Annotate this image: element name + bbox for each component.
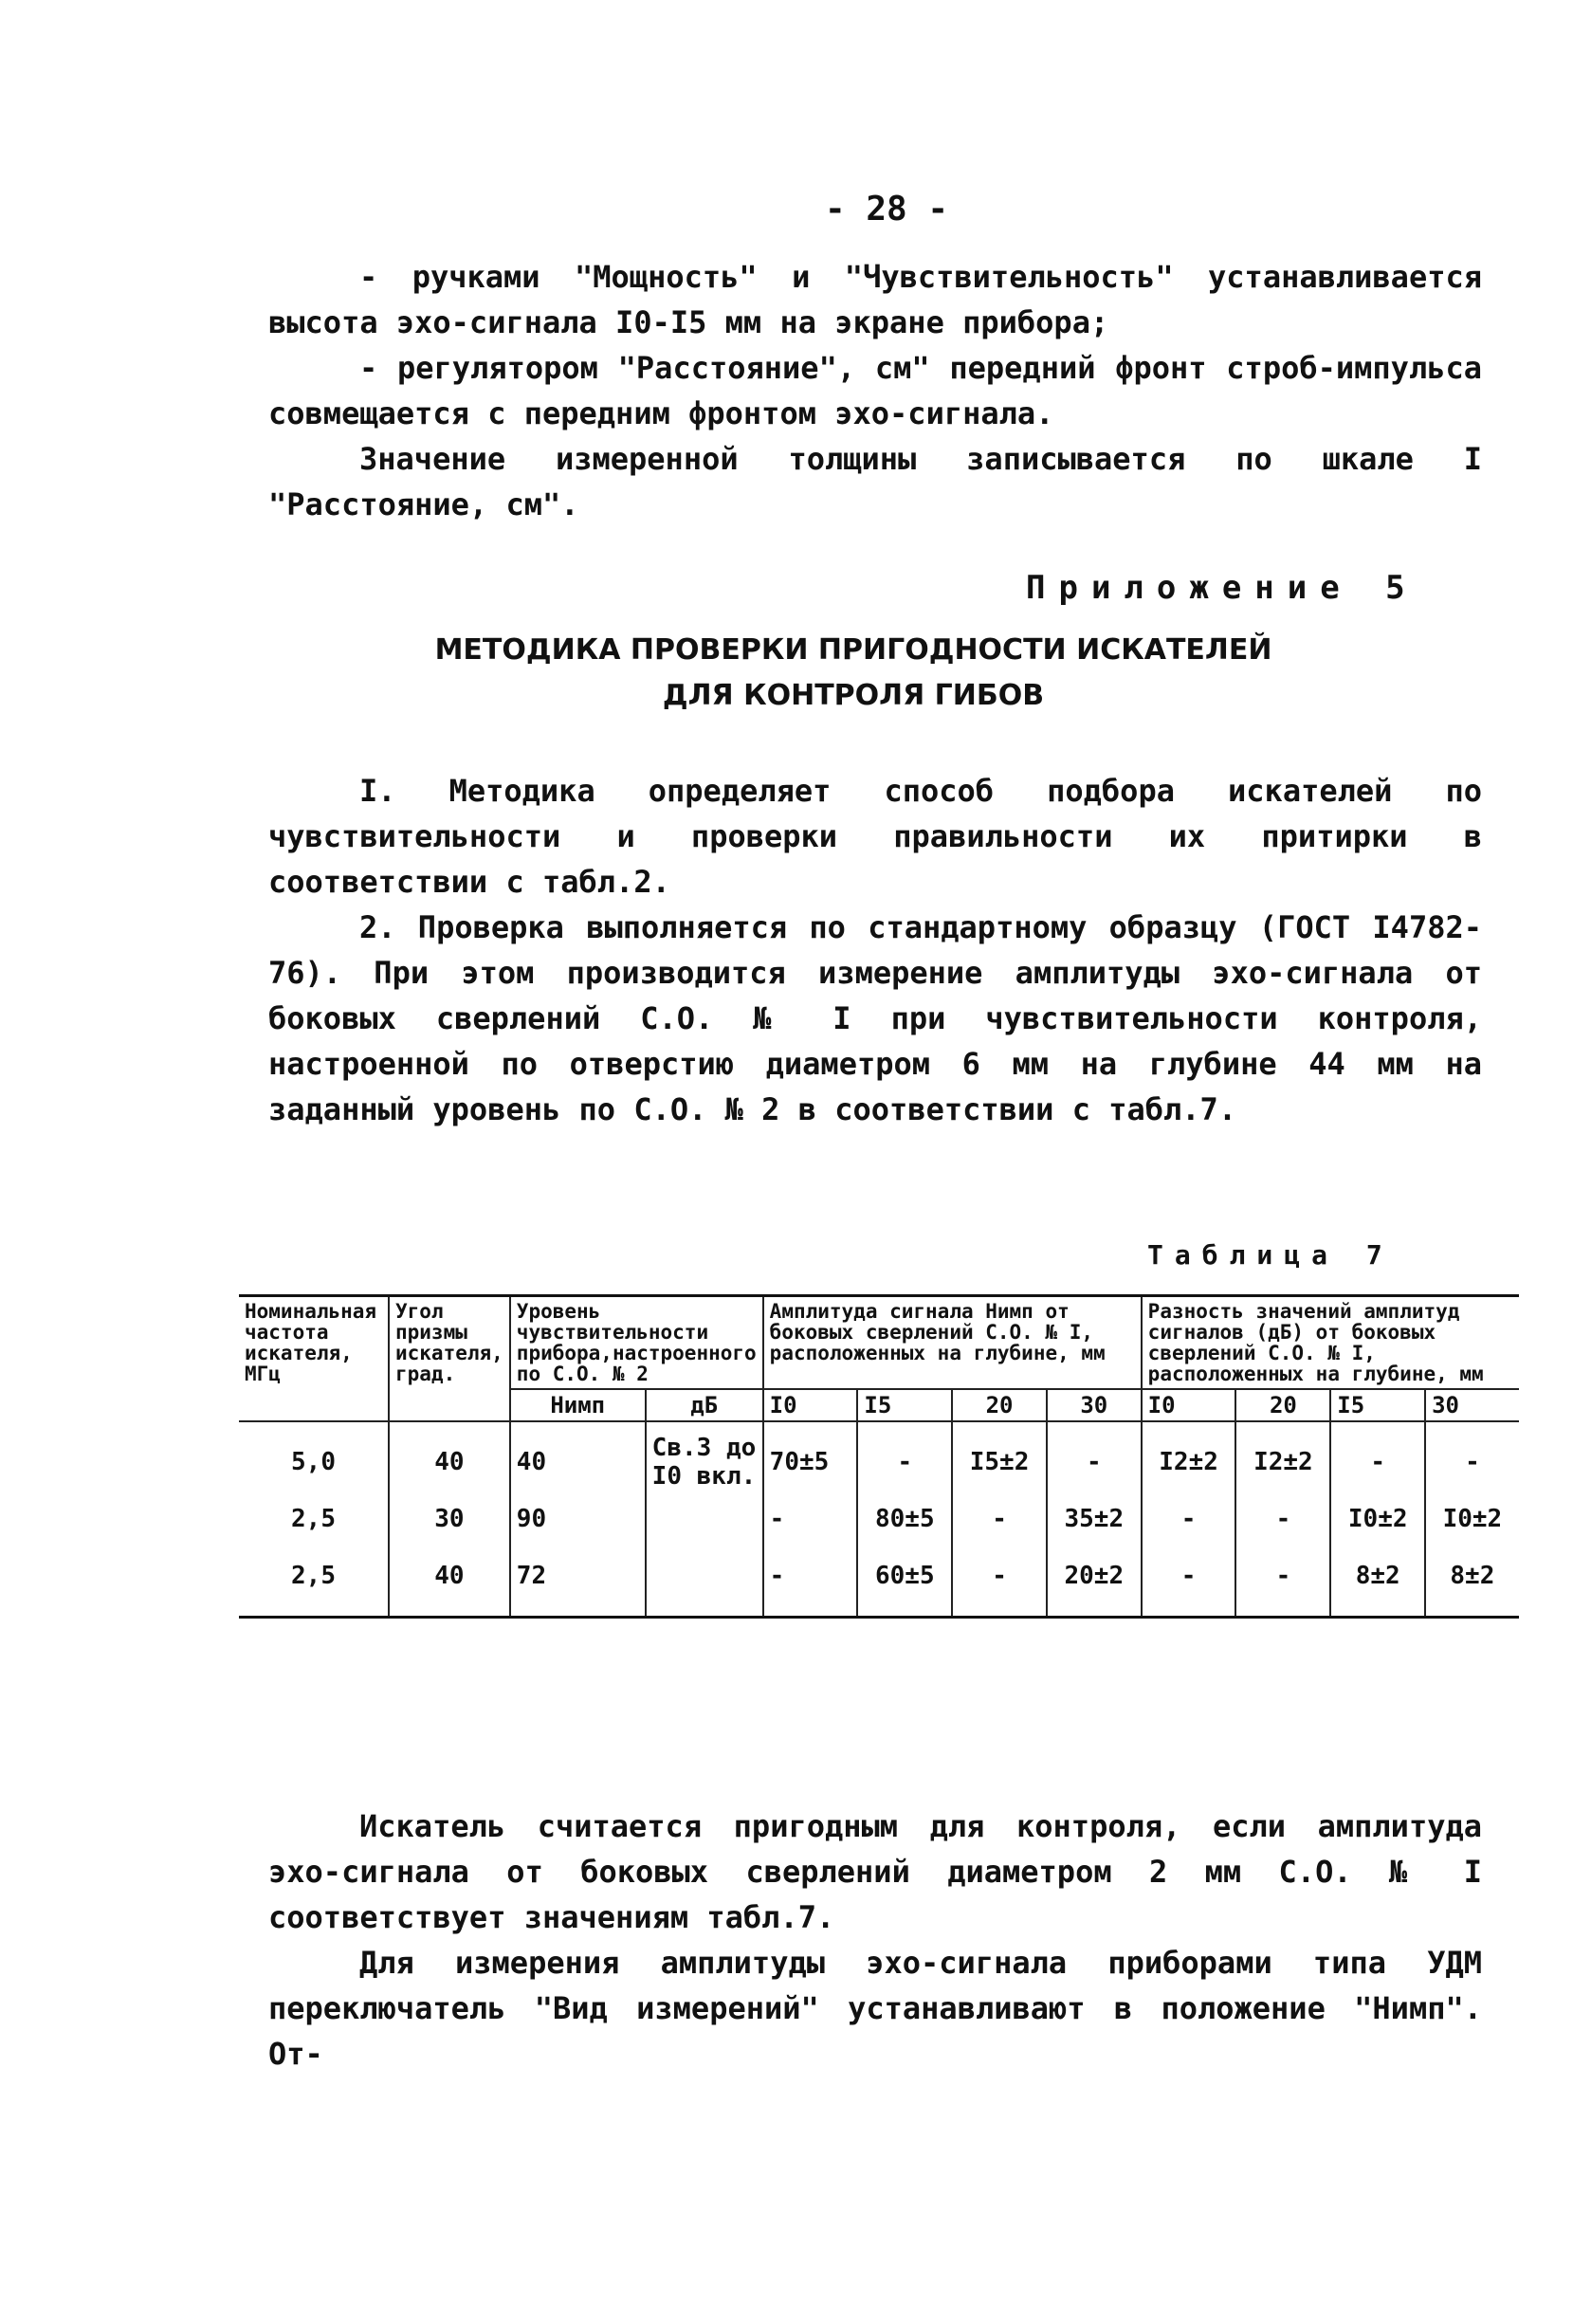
table-value: 40 [516, 1448, 547, 1476]
table-label: Таблица 7 [1147, 1239, 1394, 1271]
table-value: 2,5 [291, 1505, 336, 1533]
data-table [239, 1294, 1519, 1619]
amp-depth: I0 [763, 1389, 858, 1421]
table-value: I2±2 [1159, 1448, 1218, 1476]
diff-depth: I0 [1142, 1389, 1236, 1421]
paragraph-7: Для измерения амплитуды эхо-сигнала приборами типа УДМ переключатель "Вид измерений" устанавливают в положение "Hимп". От- [268, 1945, 1482, 2072]
table-cell [857, 1421, 952, 1618]
table-value: I0±2 [1347, 1505, 1408, 1533]
amp-depth: 20 [952, 1389, 1047, 1421]
table-value: - [769, 1562, 785, 1590]
table-value: - [1086, 1448, 1102, 1476]
amp-depth: 30 [1047, 1389, 1142, 1421]
table-value: - [1465, 1448, 1480, 1476]
table-value: - [1180, 1562, 1197, 1590]
page-number: - 28 - [825, 190, 949, 229]
table-value: 2,5 [291, 1562, 336, 1590]
table-value: - [992, 1505, 1007, 1533]
paragraph-2: - регулятором "Расстояние", см" передний фронт строб-импульса совмещается с передним фронтом эхо-сигнала. [268, 350, 1482, 431]
table-cell [389, 1421, 510, 1618]
table-value: 80±5 [874, 1505, 935, 1533]
table-value: - [1370, 1448, 1386, 1476]
table-value: 70±5 [769, 1448, 830, 1476]
table-value: 8±2 [1450, 1562, 1495, 1590]
table-cell [1330, 1421, 1425, 1618]
table-value: 72 [516, 1562, 547, 1590]
header-amplitude: Амплитуда сигнала Hимп от боковых сверлений С.О. № I, расположенных на глубине, мм [763, 1296, 1142, 1390]
amp-depth: I5 [857, 1389, 952, 1421]
table-cell [763, 1421, 858, 1618]
table-value: - [897, 1448, 913, 1476]
subheader-db: дБ [646, 1389, 763, 1421]
table-value: 5,0 [291, 1448, 336, 1476]
table-value: 90 [516, 1505, 547, 1533]
paragraph-5: 2. Проверка выполняется по стандартному образцу (ГОСТ I4782-76). При этом производится измерение амплитуды эхо-сигнала от боковых сверлений С.О. № I при чувствительности контроля, настроенной по отверстию диаметром 6 мм на глубине 44 мм на заданный уровень по С.О. № 2 в соответствии с табл.7. [268, 909, 1482, 1127]
header-level: Уровень чувствительности прибора,настроенного по С.О. № 2 [510, 1296, 763, 1390]
table-value: 40 [434, 1562, 465, 1590]
table-value: 20±2 [1064, 1562, 1125, 1590]
table-cell [1047, 1421, 1142, 1618]
header-angle: Угол призмы искателя, град. [389, 1296, 510, 1422]
paragraph-1: - ручками "Мощность" и "Чувствительность" устанавливается высота эхо-сигнала I0-I5 мм на экране прибора; [268, 259, 1482, 340]
table-value: - [1275, 1562, 1291, 1590]
diff-depth: 30 [1425, 1389, 1519, 1421]
diff-depth: I5 [1330, 1389, 1425, 1421]
table-value: 40 [434, 1448, 465, 1476]
header-difference: Разность значений амплитуд сигналов (дБ) от боковых сверлений С.О. № I, расположенных на глубине, мм [1142, 1296, 1519, 1390]
table-value: 60±5 [874, 1562, 935, 1590]
table-cell [239, 1421, 389, 1618]
table-cell [1425, 1421, 1519, 1618]
table-value: - [1275, 1505, 1291, 1533]
table-value: I5±2 [969, 1448, 1030, 1476]
table-value: - [769, 1505, 785, 1533]
header-frequency: Номинальная частота искателя, МГц [239, 1296, 389, 1422]
table-value: - [992, 1562, 1007, 1590]
table-value: 30 [434, 1505, 465, 1533]
paragraph-6: Искатель считается пригодным для контроля, если амплитуда эхо-сигнала от боковых сверлений диаметром 2 мм С.О. № I соответствует значениям табл.7. [268, 1808, 1482, 1935]
table-value: I2±2 [1253, 1448, 1313, 1476]
table-cell [1142, 1421, 1236, 1618]
table-cell [952, 1421, 1047, 1618]
section-title-line-2: ДЛЯ КОНТРОЛЯ ГИБОВ [662, 679, 1045, 712]
appendix-label: Приложение 5 [1026, 569, 1418, 607]
table-cell [510, 1421, 646, 1618]
table-value: I0±2 [1442, 1505, 1503, 1533]
table-cell [1235, 1421, 1330, 1618]
paragraph-4: I. Методика определяет способ подбора искателей по чувствительности и проверки правильности их притирки в соответствии с табл.2. [268, 773, 1482, 900]
db-range: Св.3 до I0 вкл. [646, 1421, 763, 1618]
table-value: - [1180, 1505, 1197, 1533]
section-title-line-1: МЕТОДИКА ПРОВЕРКИ ПРИГОДНОСТИ ИСКАТЕЛЕЙ [434, 633, 1272, 667]
diff-depth: 20 [1235, 1389, 1330, 1421]
paragraph-3: Значение измеренной толщины записывается по шкале I "Расстояние, см". [268, 441, 1482, 522]
subheader-h: Hимп [510, 1389, 646, 1421]
table-value: 8±2 [1355, 1562, 1400, 1590]
table-value: 35±2 [1064, 1505, 1125, 1533]
